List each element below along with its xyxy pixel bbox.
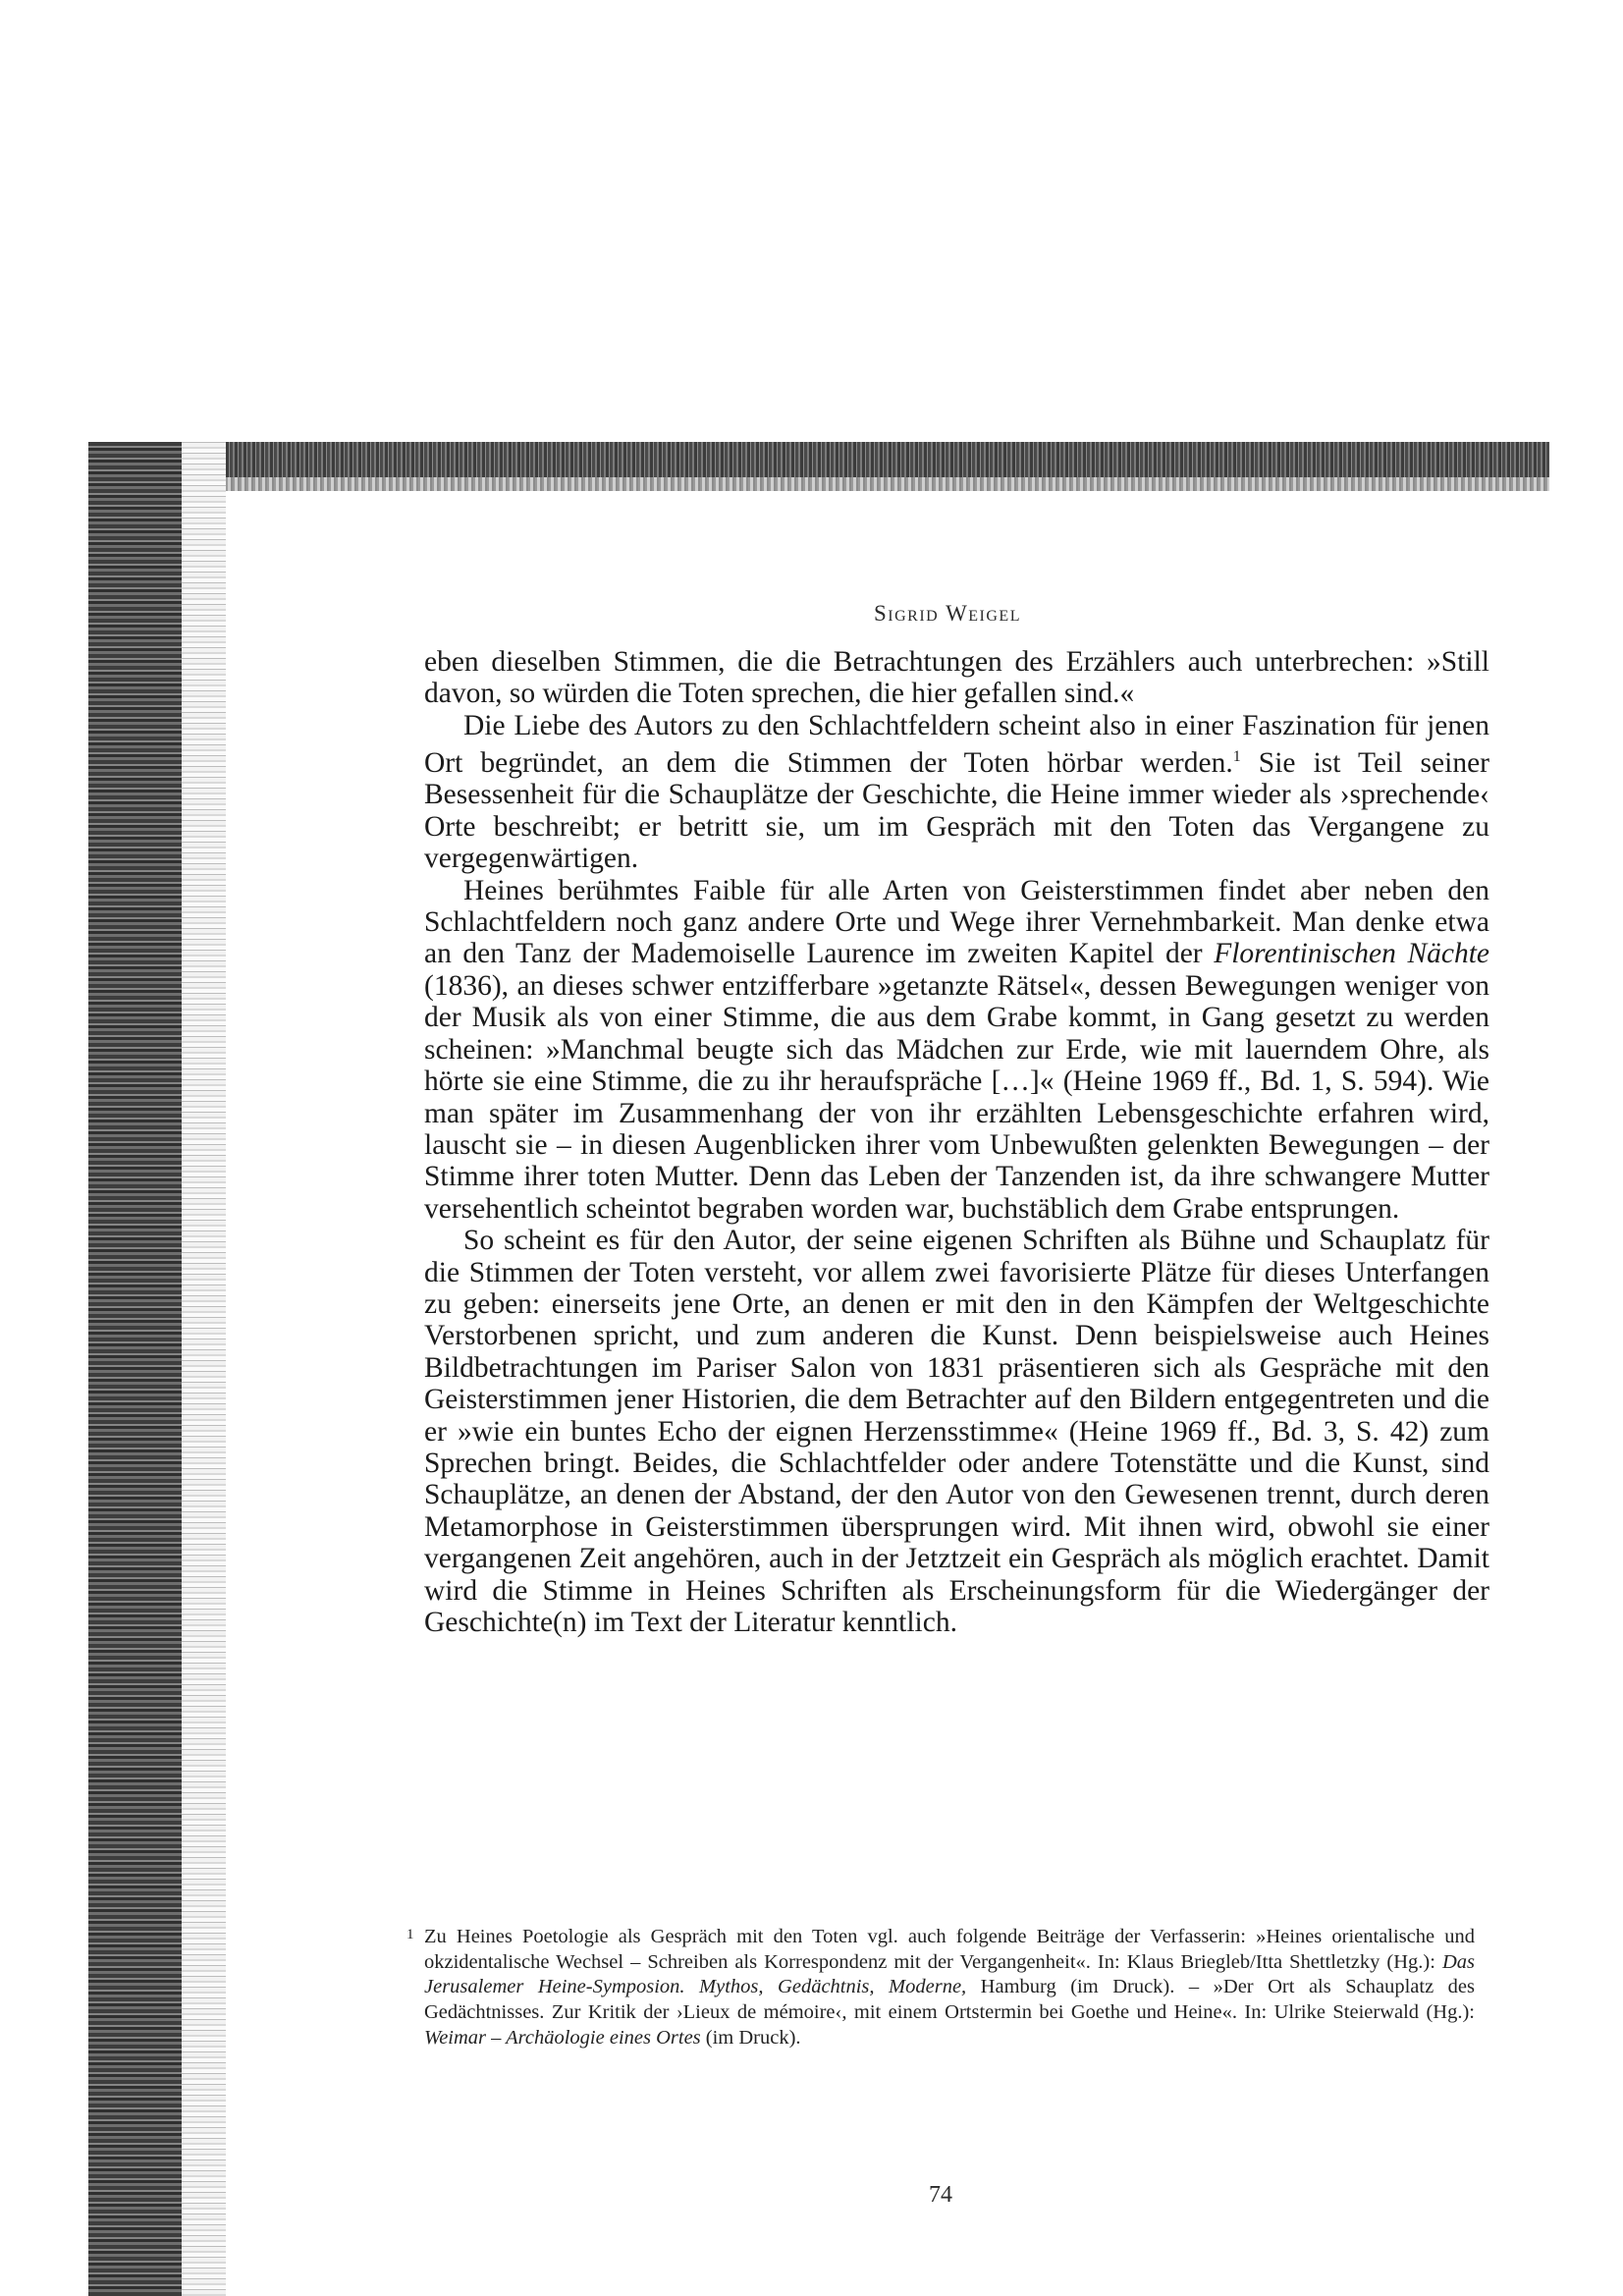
footnote-text bbox=[424, 1926, 1475, 2049]
footnote-marker: 1 bbox=[406, 1927, 414, 1942]
page-number: 74 bbox=[929, 2182, 952, 2208]
italic-text: Das Jerusalemer Heine-Symposion. Mythos, Gedächtnis, Moderne, bbox=[424, 1950, 1475, 1998]
text-run: Zu Heines Poetologie als Gespräch mit den Toten vgl. auch folgende Beiträge der Verfasserin: »Heines orientalische und okzidentalische Wechsel – Schreiben als Korrespondenz mit der Vergangenheit«. In: Klaus Briegleb/Itta Shettletzky (Hg.): bbox=[424, 1926, 1475, 1973]
paragraph bbox=[424, 875, 1489, 1225]
text-run: Hamburg (im Druck). – »Der Ort als Schauplatz des Gedächtnisses. Zur Kritik der ›Lieux de mémoire‹, mit einem Ortstermin bei Goethe und Heine«. In: Ulrike Steierwald (Hg.): bbox=[424, 1976, 1475, 2024]
paragraph bbox=[424, 710, 1489, 875]
text-run: eben dieselben Stimmen, die die Betrachtungen des Erzählers auch unterbrechen: »Still davon, so würden die Toten sprechen, die hier gefallen sind.« bbox=[424, 646, 1489, 710]
text-run: (im Druck). bbox=[700, 2026, 801, 2049]
running-header: Sigrid Weigel bbox=[874, 601, 1021, 626]
paragraph bbox=[424, 1225, 1489, 1638]
italic-text: Florentinischen Nächte bbox=[1214, 938, 1489, 970]
footnote bbox=[406, 1925, 1475, 2051]
footnote-reference: 1 bbox=[1232, 748, 1241, 766]
text-run: (1836), an dieses schwer entzifferbare »getanzte Rätsel«, dessen Bewegungen weniger von der Musik als von einer Stimme, die aus dem Grabe kommt, in Gang gesetzt zu werden scheinen: »Manchmal beugte sich das Mädchen zur Erde, wie mit lauerndem Ohre, als hörte sie eine Stimme, die zu ihr heraufspräche […]« (Heine 1969 ff., Bd. 1, S. 594). Wie man später im Zusammenhang der von ihr erzählten Lebensgeschichte erfahren wird, lauscht sie – in diesen Augenblicken ihrer vom Unbewußten gelenkten Bewegungen – der Stimme ihrer toten Mutter. Denn das Leben der Tanzenden ist, da ihre schwangere Mutter versehentlich scheintot begraben worden war, buchstäblich dem Grabe entsprungen. bbox=[424, 969, 1489, 1225]
text-run: Die Liebe des Autors zu den Schlachtfeldern scheint also in einer Faszination für jenen Ort begründet, an dem die Stimmen der Toten hörbar werden. bbox=[424, 709, 1489, 780]
scan-border-top bbox=[88, 442, 1549, 491]
text-run: So scheint es für den Autor, der seine eigenen Schriften als Bühne und Schauplatz für die Stimmen der Toten versteht, vor allem zwei favorisierte Plätze für dieses Unterfangen zu geben: einerseits jene Orte, an denen er mit den in den Kämpfen der Weltgeschichte Verstorbenen spricht, und zum anderen die Kunst. Denn beispielsweise auch Heines Bildbetrachtungen im Pariser Salon von 1831 präsentieren sich als Gespräche mit den Geisterstimmen jener Historien, die dem Betrachter auf den Bildern entgegentreten und die er »wie ein buntes Echo der eignen Herzensstimme« (Heine 1969 ff., Bd. 3, S. 42) zum Sprechen bringt. Beides, die Schlachtfelder oder andere Totenstätte und die Kunst, sind Schauplätze, an denen der Abstand, der den Autor von den Gewesenen trennt, durch deren Metamorphose in Geisterstimmen übersprungen wird. Mit ihnen wird, obwohl sie einer vergangenen Zeit angehören, auch in der Jetztzeit ein Gespräch als möglich erachtet. Damit wird die Stimme in Heines Schriften als Erscheinungsform für die Wiedergänger der Geschichte(n) im Text der Literatur kenntlich. bbox=[424, 1225, 1489, 1639]
text-run: Heines berühmtes Faible für alle Arten von Geisterstimmen findet aber neben den Schlachtfeldern noch ganz andere Orte und Wege ihrer Vernehmbarkeit. Man denke etwa an den Tanz der Mademoiselle Laurence im zweiten Kapitel der bbox=[424, 874, 1489, 970]
italic-text: Weimar – Archäologie eines Ortes bbox=[424, 2026, 701, 2049]
paragraph bbox=[424, 646, 1489, 710]
body-text bbox=[424, 646, 1489, 1638]
text-run: Sie ist Teil seiner Besessenheit für die Schauplätze der Geschichte, die Heine immer wieder als ›sprechende‹ Orte beschreibt; er betritt sie, um im Gespräch mit den Toten das Vergangene zu vergegenwärtigen. bbox=[424, 747, 1489, 875]
scan-border-left bbox=[88, 442, 182, 2296]
